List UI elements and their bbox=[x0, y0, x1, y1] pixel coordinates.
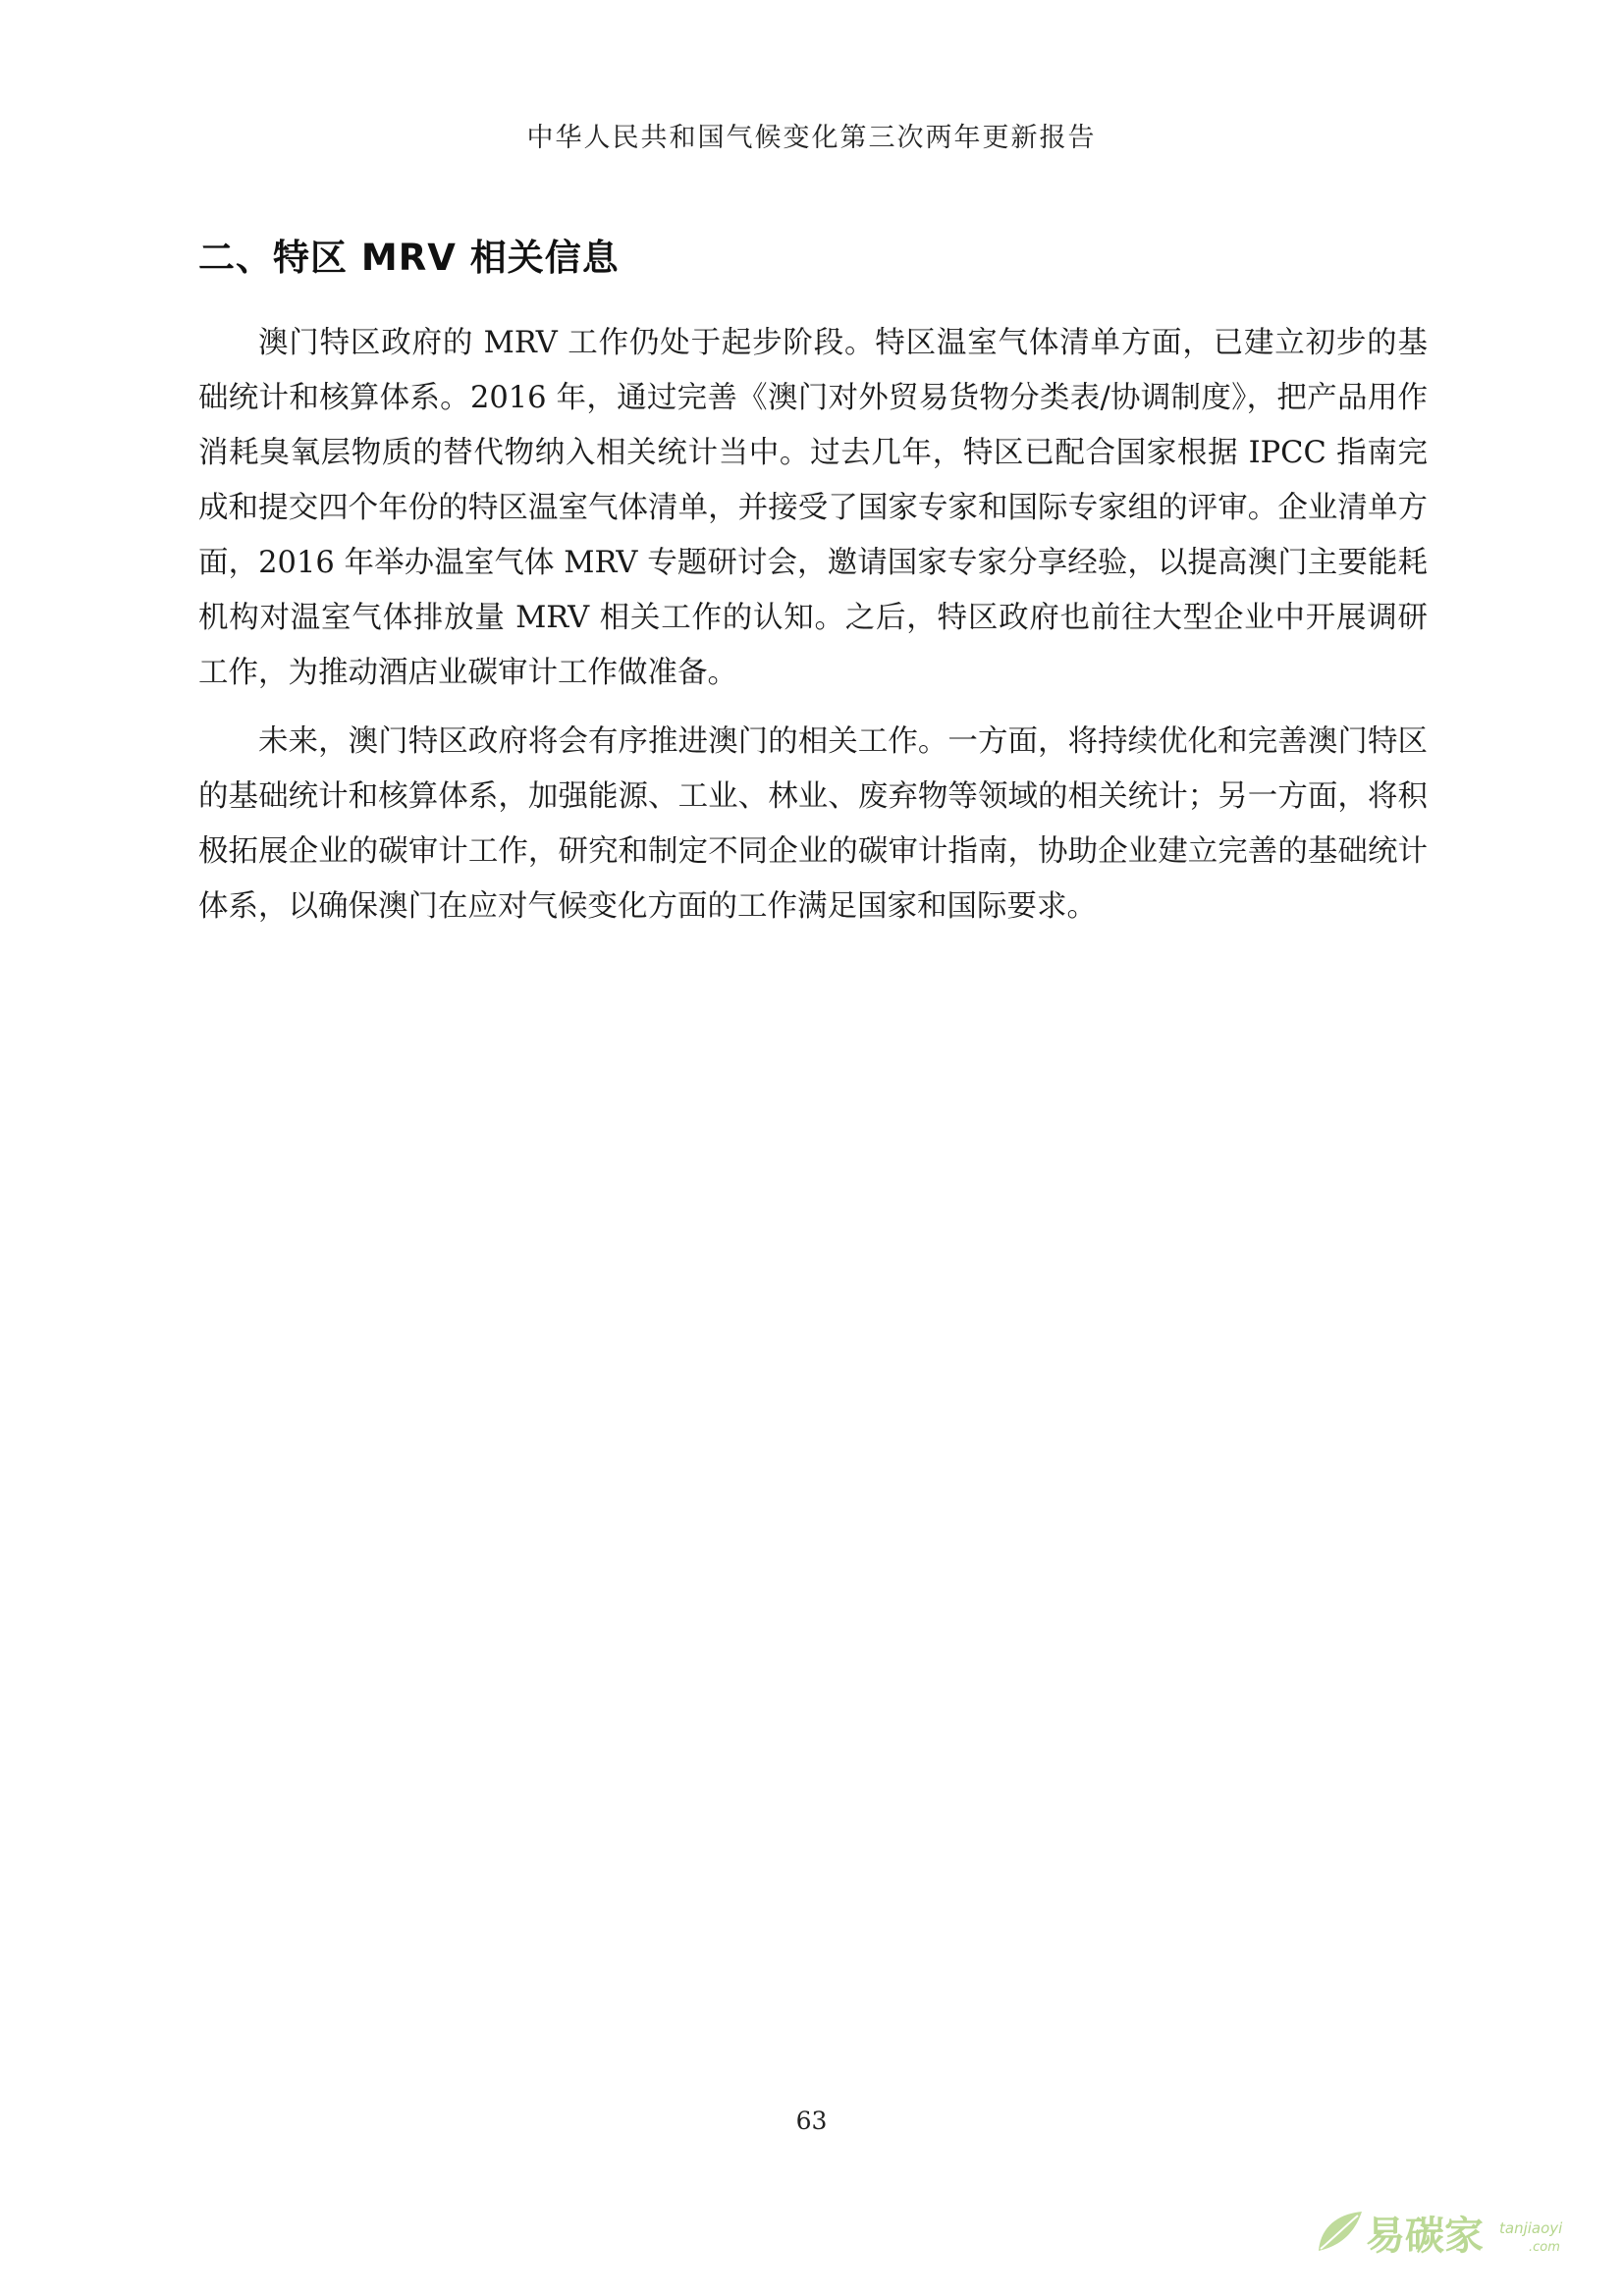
paragraph-future-work: 未来，澳门特区政府将会有序推进澳门的相关工作。一方面，将持续优化和完善澳门特区的基础统计和核算体系，加强能源、工业、林业、废弃物等领域的相关统计；另一方面，将积极拓展企业的碳审计工作，研究和制定不同企业的碳审计指南，协助企业建立完善的基础统计体系，以确保澳门在应对气候变化方面的工作满足国家和国际要求。 bbox=[198, 724, 1428, 924]
watermark-site-text: tanjiaoyi bbox=[1499, 2219, 1563, 2237]
body-text bbox=[198, 316, 1428, 948]
watermark-logo bbox=[1311, 2204, 1576, 2267]
section-heading: 二、特区 MRV 相关信息 bbox=[198, 237, 620, 279]
page-number: 63 bbox=[795, 2107, 828, 2135]
leaf-icon bbox=[1311, 2204, 1576, 2267]
watermark-domain-text: .com bbox=[1529, 2240, 1560, 2255]
running-header: 中华人民共和国气候变化第三次两年更新报告 bbox=[526, 123, 1097, 153]
paragraph-mrv-status: 澳门特区政府的 MRV 工作仍处于起步阶段。特区温室气体清单方面，已建立初步的基础统计和核算体系。2016 年，通过完善《澳门对外贸易货物分类表/协调制度》，把产品用作消耗臭氧层物质的替代物纳入相关统计当中。过去几年，特区已配合国家根据 IPCC 指南完成和提交四个年份的特区温室气体清单，并接受了国家专家和国际专家组的评审。企业清单方面，2016 年举办温室气体 MRV 专题研讨会，邀请国家专家分享经验，以提高澳门主要能耗机构对温室气体排放量 MRV 相关工作的认知。之后，特区政府也前往大型企业中开展调研工作，为推动酒店业碳审计工作做准备。 bbox=[198, 326, 1428, 690]
watermark-logo-text: 易碳家 bbox=[1366, 2214, 1484, 2259]
